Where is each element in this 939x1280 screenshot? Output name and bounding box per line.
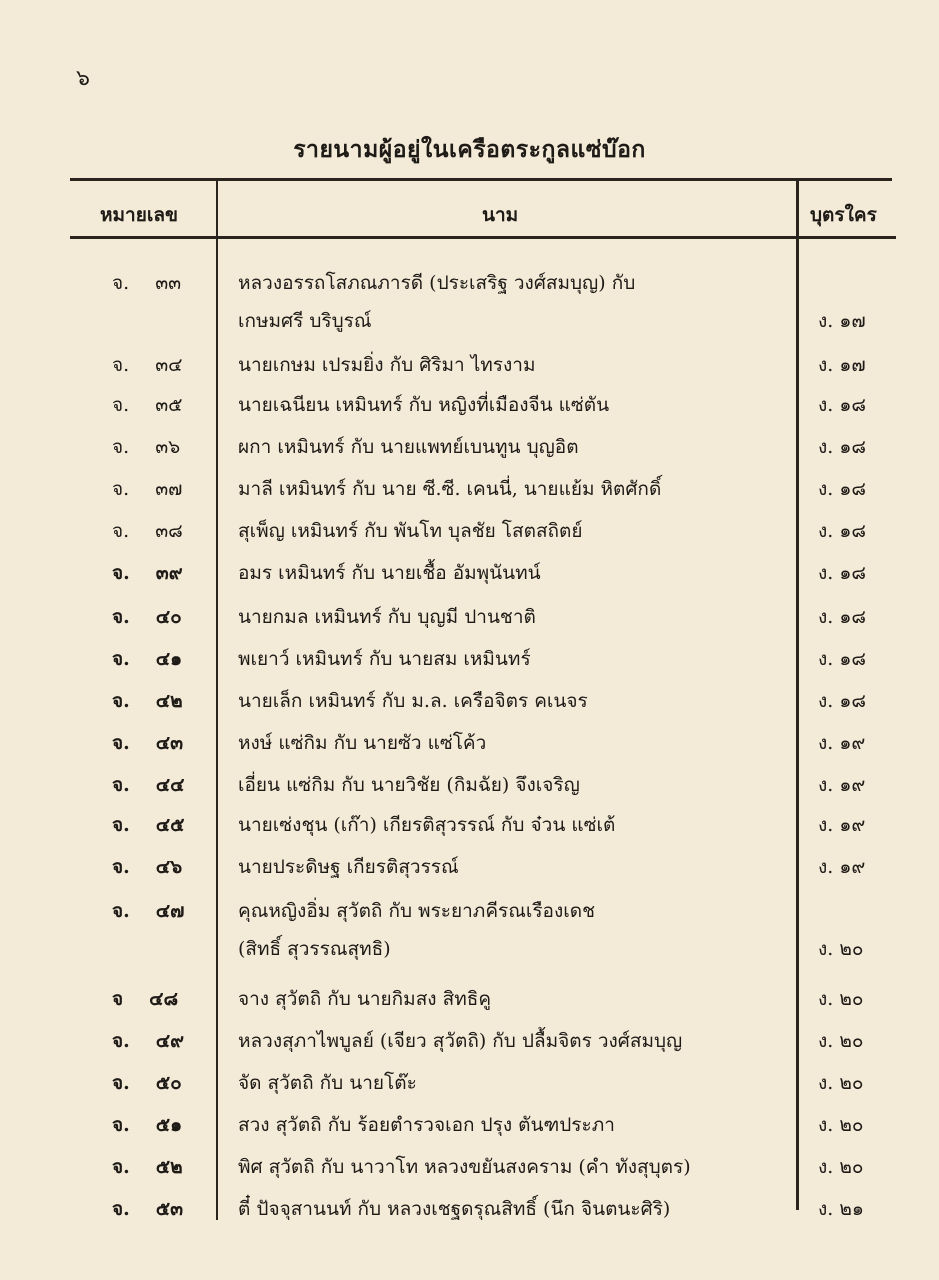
- child-of-reference: ง. ๒๐: [818, 1030, 864, 1052]
- child-of-reference: ง. ๑๘: [818, 690, 867, 712]
- table-row: [0, 306, 939, 338]
- code-prefix: จ.: [112, 354, 130, 376]
- code-number: ๔๑: [155, 648, 183, 670]
- child-of-reference: ง. ๑๗: [818, 310, 866, 332]
- child-of-reference: ง. ๒๑: [818, 1198, 864, 1220]
- header-code: หมายเลข: [100, 204, 178, 226]
- record-code: [112, 306, 138, 328]
- child-of-reference: ง. ๑๙: [818, 732, 866, 754]
- code-number: ๕๑: [155, 1114, 183, 1136]
- person-names: ผกา เหมินทร์ กับ นายแพทย์เบนทูน บุญอิต: [238, 436, 579, 458]
- person-names: พิศ สุวัตถิ กับ นาวาโท หลวงขยันสงคราม (คำ ทังสุบุตร): [238, 1156, 691, 1178]
- record-code: [112, 390, 183, 420]
- person-names: นายเฉนียน เหมินทร์ กับ หญิงที่เมืองจีน แซ่ตัน: [238, 394, 610, 416]
- code-prefix: จ.: [112, 732, 130, 754]
- child-of-reference: ง. ๒๐: [818, 988, 864, 1010]
- person-names: สวง สุวัตถิ กับ ร้อยตำรวจเอก ปรุง ตันฑประภา: [238, 1114, 615, 1136]
- record-code: [112, 728, 183, 758]
- person-names: หลวงสุภาไพบูลย์ (เจียว สุวัตถิ) กับ ปลื้มจิตร วงศ์สมบุญ: [238, 1030, 683, 1052]
- table-row: [0, 984, 939, 1016]
- child-of-reference: ง. ๒๐: [818, 1072, 864, 1094]
- person-names: เกษมศรี บริบูรณ์: [238, 310, 372, 332]
- code-prefix: จ.: [112, 1114, 130, 1136]
- table-row: [0, 644, 939, 676]
- table-row: [0, 516, 939, 548]
- header-name: นาม: [482, 204, 519, 226]
- record-code: [112, 852, 182, 882]
- table-row: [0, 1194, 939, 1226]
- code-number: ๕๓: [155, 1198, 184, 1220]
- code-prefix: จ.: [112, 436, 130, 458]
- child-of-reference: ง. ๒๐: [818, 1114, 864, 1136]
- code-number: ๔๓: [155, 732, 184, 754]
- child-of-reference: ง. ๑๙: [818, 814, 866, 836]
- person-names: ตี๋ ปัจจุสานนท์ กับ หลวงเชฐดรุณสิทธิ์ (นึก จินตนะศิริ): [238, 1198, 671, 1220]
- page-number: ๖: [76, 66, 90, 91]
- code-number: ๔๐: [155, 606, 182, 628]
- table-row: [0, 268, 939, 300]
- code-number: ๔๙: [155, 1030, 185, 1052]
- child-of-reference: ง. ๒๐: [818, 1156, 864, 1178]
- table-row: [0, 432, 939, 464]
- person-names: เอี่ยน แซ่กิม กับ นายวิชัย (กิมฉัย) จึงเจริญ: [238, 774, 580, 796]
- person-names: นายกมล เหมินทร์ กับ บุญมี ปานชาติ: [238, 606, 536, 628]
- person-names: นายเล็ก เหมินทร์ กับ ม.ล. เครือจิตร คเนจร: [238, 690, 588, 712]
- table-row: [0, 770, 939, 802]
- child-of-reference: ง. ๑๗: [818, 354, 866, 376]
- table-row: [0, 852, 939, 884]
- code-number: ๔๔: [155, 774, 185, 796]
- record-code: [112, 1194, 183, 1224]
- code-number: ๔๕: [155, 814, 185, 836]
- code-prefix: จ.: [112, 520, 130, 542]
- code-prefix: จ.: [112, 1030, 130, 1052]
- code-prefix: จ.: [112, 648, 130, 670]
- code-number: ๔๒: [155, 690, 183, 712]
- code-prefix: จ.: [112, 478, 130, 500]
- code-number: ๓๗: [155, 478, 183, 500]
- person-names: พเยาว์ เหมินทร์ กับ นายสม เหมินทร์: [238, 648, 531, 670]
- child-of-reference: ง. ๑๘: [818, 520, 867, 542]
- code-prefix: จ.: [112, 900, 130, 922]
- person-names: นายเซ่งชุน (เก๊า) เกียรติสุวรรณ์ กับ จ๋วน แซ่เต้: [238, 814, 616, 836]
- record-code: [112, 896, 184, 926]
- child-of-reference: ง. ๒๐: [818, 938, 864, 960]
- code-number: ๓๘: [155, 520, 183, 542]
- table-top-rule: [70, 178, 892, 181]
- page-title: รายนามผู้อยู่ในเครือตระกูลแซ่บ๊อก: [293, 136, 646, 163]
- code-prefix: จ.: [112, 562, 130, 584]
- person-names: คุณหญิงอิ่ม สุวัตถิ กับ พระยาภคีรณเรืองเดช: [238, 900, 595, 922]
- record-code: [112, 644, 182, 674]
- code-prefix: จ.: [112, 1198, 130, 1220]
- person-names: นายประดิษฐ เกียรติสุวรรณ์: [238, 856, 459, 878]
- code-number: ๔๖: [155, 856, 183, 878]
- table-row: [0, 350, 939, 382]
- child-of-reference: ง. ๑๙: [818, 774, 866, 796]
- table-row: [0, 728, 939, 760]
- record-code: [112, 1110, 182, 1140]
- code-prefix: จ.: [112, 272, 130, 294]
- child-of-reference: ง. ๑๘: [818, 606, 867, 628]
- table-row: [0, 896, 939, 928]
- record-code: [112, 1152, 183, 1182]
- record-code: [112, 686, 183, 716]
- table-row: [0, 1026, 939, 1058]
- table-row: [0, 1068, 939, 1100]
- record-code: [112, 474, 182, 504]
- person-names: (สิทธิ์ สุวรรณสุทธิ): [238, 938, 391, 960]
- table-row: [0, 558, 939, 590]
- code-prefix: จ.: [112, 814, 130, 836]
- header-bottom-rule: [70, 236, 896, 239]
- record-code: [112, 516, 183, 546]
- record-code: [112, 984, 178, 1014]
- record-code: [112, 602, 182, 632]
- table-row: [0, 1110, 939, 1142]
- code-number: ๔๗: [155, 900, 185, 922]
- record-code: [112, 810, 185, 840]
- person-names: หลวงอรรถโสภณภารดี (ประเสริฐ วงศ์สมบุญ) กับ: [238, 272, 636, 294]
- child-of-reference: ง. ๑๙: [818, 856, 866, 878]
- table-row: [0, 1152, 939, 1184]
- person-names: จาง สุวัตถิ กับ นายกิมสง สิทธิคู: [238, 988, 492, 1010]
- code-prefix: จ.: [112, 1072, 130, 1094]
- code-number: ๓๓: [155, 272, 182, 294]
- record-code: [112, 770, 185, 800]
- record-code: [112, 558, 183, 588]
- code-number: ๕๐: [155, 1072, 182, 1094]
- code-number: ๓๙: [155, 562, 183, 584]
- table-row: [0, 934, 939, 966]
- code-number: ๕๒: [155, 1156, 183, 1178]
- code-prefix: จ.: [112, 1156, 130, 1178]
- record-code: [112, 350, 183, 380]
- child-of-reference: ง. ๑๘: [818, 394, 867, 416]
- table-row: [0, 686, 939, 718]
- code-number: ๓๕: [155, 394, 183, 416]
- record-code: [112, 268, 181, 298]
- code-prefix: จ: [112, 988, 124, 1010]
- table-row: [0, 602, 939, 634]
- person-names: หงษ์ แซ่กิม กับ นายซัว แซ่โค้ว: [238, 732, 487, 754]
- code-number: ๓๔: [155, 354, 183, 376]
- record-code: [112, 1026, 184, 1056]
- table-row: [0, 810, 939, 842]
- code-prefix: จ.: [112, 606, 130, 628]
- record-code: [112, 1068, 182, 1098]
- child-of-reference: ง. ๑๘: [818, 436, 867, 458]
- table-row: [0, 390, 939, 422]
- code-number: ๔๘: [149, 988, 179, 1010]
- person-names: อมร เหมินทร์ กับ นายเชื้อ อัมพุนันทน์: [238, 562, 541, 584]
- code-prefix: จ.: [112, 394, 130, 416]
- child-of-reference: ง. ๑๘: [818, 562, 867, 584]
- code-number: ๓๖: [155, 436, 181, 458]
- child-of-reference: ง. ๑๘: [818, 648, 867, 670]
- record-code: [112, 934, 138, 956]
- header-child-of: บุตรใคร: [810, 204, 877, 226]
- code-prefix: จ.: [112, 774, 130, 796]
- record-code: [112, 432, 180, 462]
- person-names: นายเกษม เปรมยิ่ง กับ ศิริมา ไทรงาม: [238, 354, 536, 376]
- code-prefix: จ.: [112, 856, 130, 878]
- code-prefix: จ.: [112, 690, 130, 712]
- person-names: จัด สุวัตถิ กับ นายโต๊ะ: [238, 1072, 417, 1094]
- person-names: สุเพ็ญ เหมินทร์ กับ พันโท บุลชัย โสตสถิตย์: [238, 520, 583, 542]
- child-of-reference: ง. ๑๘: [818, 478, 867, 500]
- table-row: [0, 474, 939, 506]
- person-names: มาลี เหมินทร์ กับ นาย ซี.ซี. เคนนี่, นายแย้ม หิตศักดิ์: [238, 478, 662, 500]
